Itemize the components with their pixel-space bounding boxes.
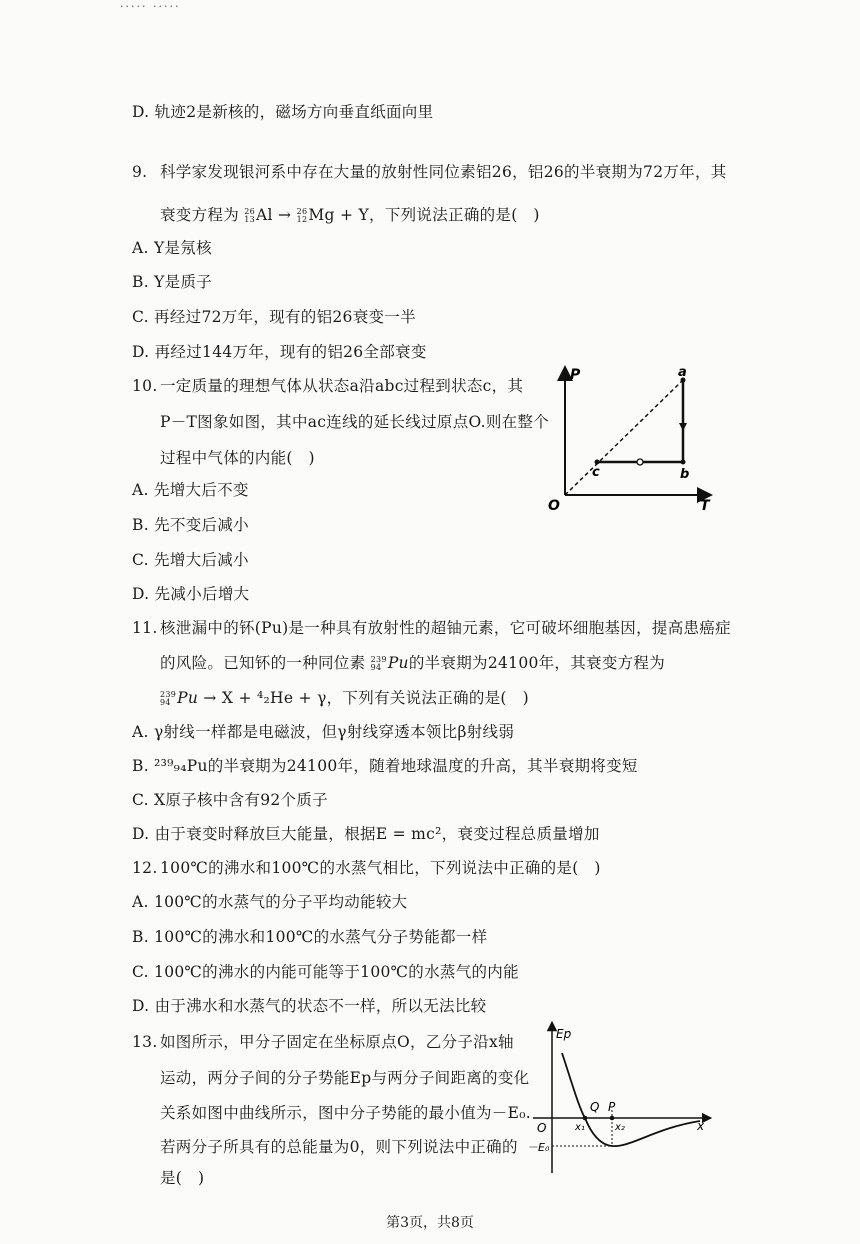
q13-line2: 运动，两分子间的分子势能Ep与两分子间距离的变化 xyxy=(160,1069,530,1087)
q11-option-d: D. 由于衰变时释放巨大能量，根据E = mc²，衰变过程总质量增加 xyxy=(132,825,600,843)
q9-number: 9. xyxy=(132,163,148,181)
x-label: x xyxy=(697,1119,705,1133)
q11-text2-suffix: 的半衰期为24100年，其衰变方程为 xyxy=(408,654,666,672)
q-label: Q xyxy=(590,1100,600,1114)
point-b xyxy=(681,460,686,465)
q10-text1: 一定质量的理想气体从状态a沿abc过程到状态c，其 xyxy=(160,377,524,395)
b-label: b xyxy=(680,467,690,482)
q9-eq-suffix: + Y，下列说法正确的是( ) xyxy=(339,206,540,224)
mg-mass: 26 xyxy=(296,207,308,216)
q11-text2-prefix: 的风险。已知钚的一种同位素 xyxy=(160,654,366,672)
midpoint-bc xyxy=(637,459,643,465)
mg-symbol: Mg xyxy=(308,206,335,224)
pu-mass: 239 xyxy=(370,655,387,664)
arrow-ab xyxy=(679,423,687,431)
q9-option-b: B. Y是质子 xyxy=(132,273,213,291)
t-label: T xyxy=(700,498,710,514)
pu-z: 94 xyxy=(370,663,382,672)
point-p xyxy=(610,1116,615,1121)
q11-option-a: A. γ射线一样都是电磁波，但γ射线穿透本领比β射线弱 xyxy=(132,723,515,741)
q11-number: 11. xyxy=(132,619,158,637)
prev-option-d: D. 轨迹2是新核的，磁场方向垂直纸面向里 xyxy=(132,103,434,121)
q13-number: 13. xyxy=(132,1033,158,1051)
point-c xyxy=(595,460,600,465)
c-label: c xyxy=(592,465,600,480)
ep-label: Ep xyxy=(556,1027,572,1041)
arrow: → xyxy=(278,206,292,224)
q12-option-b: B. 100℃的沸水和100℃的水蒸气分子势能都一样 xyxy=(132,928,488,946)
al-z: 13 xyxy=(244,215,256,224)
q11-option-b: B. ²³⁹₉₄Pu的半衰期为24100年，随着地球温度的升高，其半衰期将变短 xyxy=(132,757,638,775)
pu-z-eq: 94 xyxy=(160,698,171,707)
q11-line1 xyxy=(132,616,731,638)
mg-z: 12 xyxy=(296,215,308,224)
al-symbol: Al xyxy=(256,206,273,224)
q12-number: 12. xyxy=(132,859,158,877)
q11-line2 xyxy=(160,651,665,673)
pu-nuclide-indices xyxy=(371,656,387,672)
pu-mass-eq: 239 xyxy=(160,690,177,699)
q10-line1 xyxy=(132,374,523,396)
x2-label: x₂ xyxy=(615,1122,625,1133)
q10-option-b: B. 先不变后减小 xyxy=(132,516,249,534)
q13-line5: 是( ) xyxy=(160,1169,205,1187)
q10-number: 10. xyxy=(132,377,158,395)
pt-graph xyxy=(540,365,720,515)
p-label-13: P xyxy=(608,1100,616,1114)
o-label: O xyxy=(548,498,560,514)
q11-equation: → X + ⁴₂He + γ，下列有关说法正确的是( ) xyxy=(203,689,529,707)
pu-nuclide-indices-eq xyxy=(160,691,176,707)
q10-option-a: A. 先增大后不变 xyxy=(132,481,249,499)
q11-line3 xyxy=(160,686,529,708)
q13-text1: 如图所示，甲分子固定在坐标原点O，乙分子沿x轴 xyxy=(160,1033,514,1051)
q9-option-d: D. 再经过144万年，现有的铝26全部衰变 xyxy=(132,343,427,361)
mg-nuclide-indices xyxy=(297,208,308,224)
point-q xyxy=(583,1116,588,1121)
q9-text: 科学家发现银河系中存在大量的放射性同位素铝26，铝26的半衰期为72万年，其 xyxy=(160,163,727,181)
page-footer: 第3页，共8页 xyxy=(386,1215,474,1231)
q13-line4: 若两分子所具有的总能量为0，则下列说法中正确的 xyxy=(160,1138,518,1156)
ep-graph xyxy=(525,1018,715,1183)
p-label: P xyxy=(570,367,581,383)
pu-symbol-eq: Pu xyxy=(177,689,199,707)
q12-line1 xyxy=(132,856,601,878)
q13-line3: 关系如图中曲线所示，图中分子势能的最小值为－E₀. xyxy=(160,1104,531,1122)
q9-eq-prefix: 衰变方程为 xyxy=(160,206,240,224)
q12-text: 100℃的沸水和100℃的水蒸气相比，下列说法中正确的是( ) xyxy=(160,859,601,877)
q11-option-c: C. X原子核中含有92个质子 xyxy=(132,791,328,809)
al-nuclide-indices xyxy=(244,208,255,224)
q12-option-a: A. 100℃的水蒸气的分子平均动能较大 xyxy=(132,893,408,911)
x1-label: x₁ xyxy=(575,1122,585,1133)
al-mass: 26 xyxy=(244,207,256,216)
q12-option-d: D. 由于沸水和水蒸气的状态不一样，所以无法比较 xyxy=(132,997,487,1015)
q11-text1: 核泄漏中的钚(Pu)是一种具有放射性的超铀元素，它可破坏细胞基因，提高患癌症 xyxy=(160,619,731,637)
q9-line2 xyxy=(160,203,540,225)
dashed-line xyxy=(565,380,683,495)
q10-line2: P－T图象如图，其中ac连线的延长线过原点O.则在整个 xyxy=(160,413,550,431)
q9-option-a: A. Y是氖核 xyxy=(132,239,212,257)
q9-option-c: C. 再经过72万年，现有的铝26衰变一半 xyxy=(132,308,416,326)
neg-e0-label: －E₀ xyxy=(527,1141,550,1154)
header-scrap: ····· ····· xyxy=(120,0,181,13)
o-label-13: O xyxy=(537,1121,547,1135)
q10-line3: 过程中气体的内能( ) xyxy=(160,449,315,467)
pu-symbol: Pu xyxy=(387,654,409,672)
a-label: a xyxy=(678,365,687,380)
q12-option-c: C. 100℃的沸水的内能可能等于100℃的水蒸气的内能 xyxy=(132,963,519,981)
q13-line1 xyxy=(132,1030,514,1052)
q10-option-c: C. 先增大后减小 xyxy=(132,551,249,569)
q9-line1 xyxy=(132,160,727,182)
q10-option-d: D. 先减小后增大 xyxy=(132,585,250,603)
